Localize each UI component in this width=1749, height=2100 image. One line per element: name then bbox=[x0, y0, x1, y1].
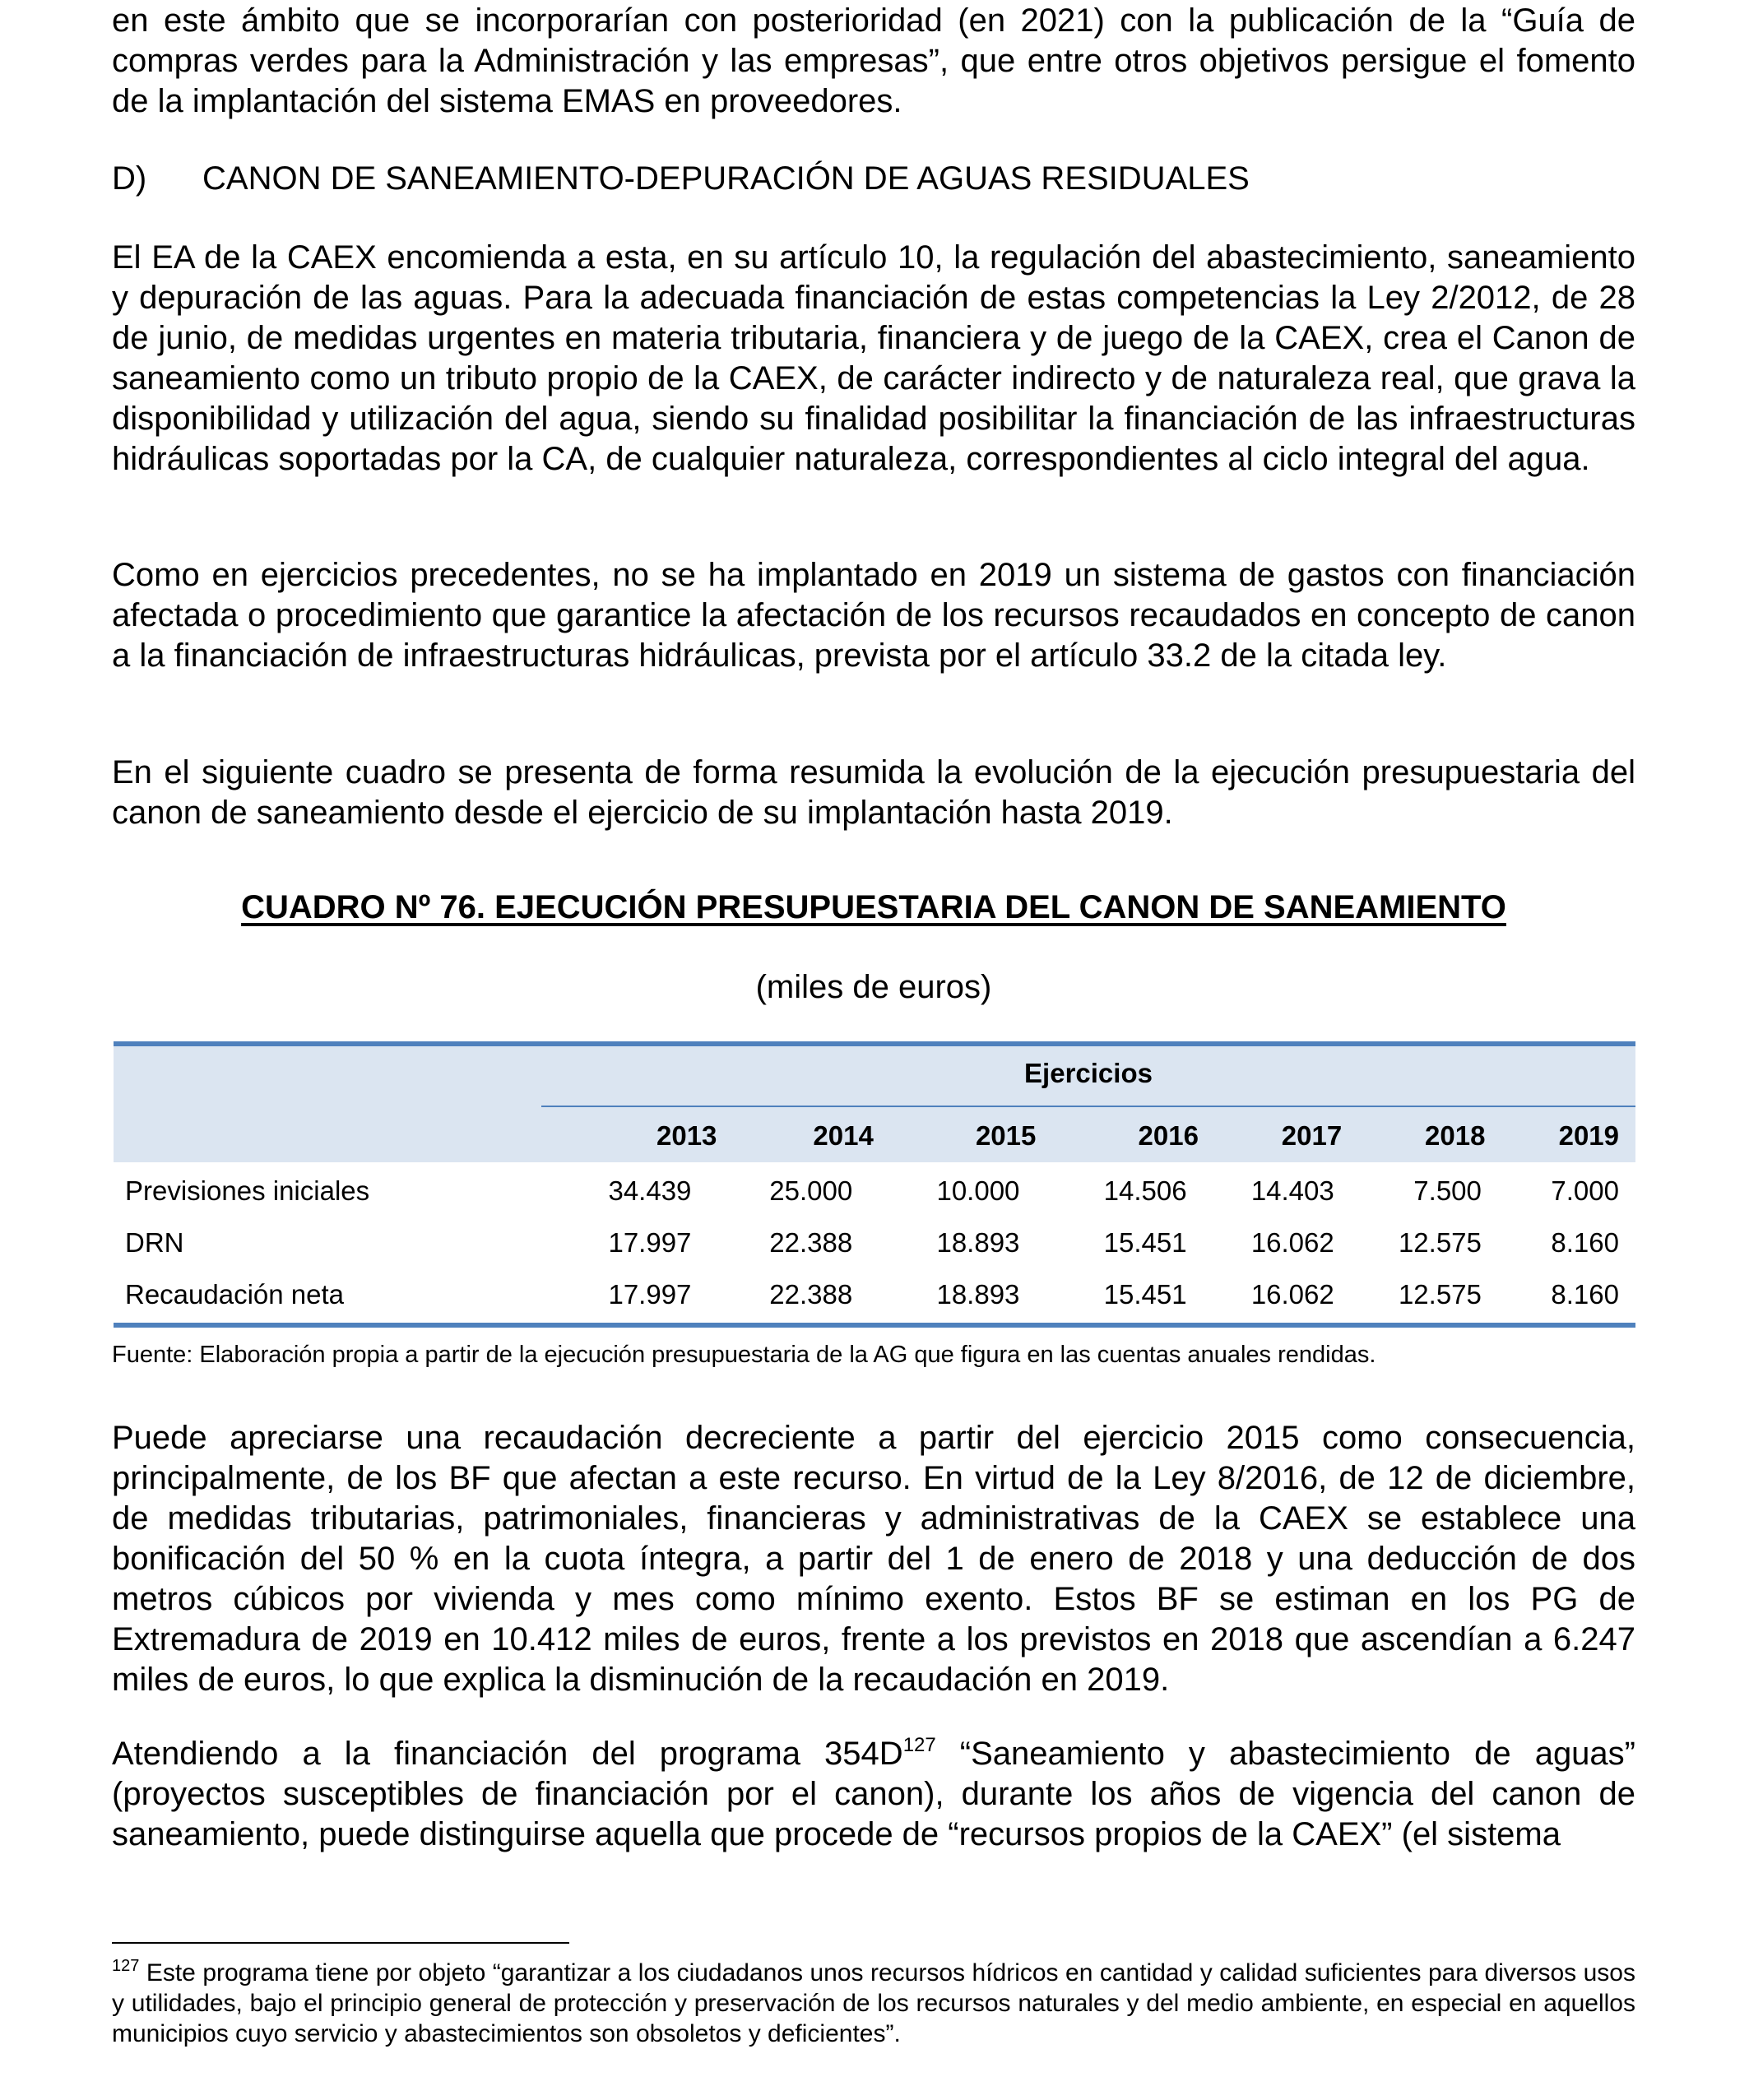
section-heading bbox=[112, 159, 1635, 199]
table-year-headers bbox=[541, 1109, 1635, 1162]
row-label: Recaudación neta bbox=[125, 1278, 345, 1310]
table-cell: 18.893 bbox=[936, 1226, 1020, 1258]
table-header bbox=[114, 1046, 1635, 1162]
paragraph-programa-354d bbox=[112, 1734, 1635, 1855]
year-header: 2013 bbox=[656, 1120, 717, 1151]
year-header: 2018 bbox=[1425, 1120, 1486, 1151]
year-header: 2017 bbox=[1281, 1120, 1343, 1151]
table-cell: 25.000 bbox=[769, 1175, 853, 1206]
paragraph-no-system: Como en ejercicios precedentes, no se ha implantado en 2019 un sistema de gastos con financiación afectada o procedimiento que garantice la afectación de los recursos recaudados en concepto de canon a la financiación de infraestructuras hidráulicas, prevista por el artículo 33.2 de la citada ley. bbox=[112, 557, 1635, 674]
footnote-number: 127 bbox=[112, 1957, 140, 1975]
year-header: 2019 bbox=[1558, 1120, 1620, 1151]
table-cell: 8.160 bbox=[1551, 1278, 1619, 1310]
footnote bbox=[112, 1958, 1635, 2049]
table-cell: 17.997 bbox=[608, 1226, 692, 1258]
table-cell: 17.997 bbox=[608, 1278, 692, 1310]
table-row bbox=[114, 1268, 1635, 1320]
budget-table bbox=[114, 1041, 1635, 1328]
table-cell: 14.506 bbox=[1103, 1175, 1187, 1206]
paragraph-text-end: “Saneamiento y abastecimiento de aguas” (proyectos susceptibles de financiación por el canon), durante los años de vigencia del canon de saneamiento, puede distinguirse aquella que procede de “recursos propios de la CAEX” (el sistema bbox=[112, 1736, 1635, 1852]
table-cell: 15.451 bbox=[1103, 1226, 1187, 1258]
paragraph-table-intro: En el siguiente cuadro se presenta de forma resumida la evolución de la ejecución presupuestaria del canon de saneamiento desde el ejercicio de su implantación hasta 2019. bbox=[112, 754, 1635, 831]
table-cell: 34.439 bbox=[608, 1175, 692, 1206]
table-source-note: Fuente: Elaboración propia a partir de la ejecución presupuestaria de la AG que figura en las cuentas anuales rendidas. bbox=[112, 1342, 1376, 1368]
paragraph-text-start: Atendiendo a la financiación del programa 354D bbox=[112, 1736, 903, 1772]
table-cell: 12.575 bbox=[1398, 1226, 1482, 1258]
table-cell: 16.062 bbox=[1250, 1278, 1334, 1310]
table-cell: 7.000 bbox=[1551, 1175, 1619, 1206]
table-cell: 7.500 bbox=[1413, 1175, 1482, 1206]
table-units: (miles de euros) bbox=[755, 969, 992, 1005]
row-label: DRN bbox=[125, 1226, 184, 1258]
table-cell: 16.062 bbox=[1250, 1226, 1334, 1258]
year-header: 2016 bbox=[1138, 1120, 1199, 1151]
section-title: CANON DE SANEAMIENTO-DEPURACIÓN DE AGUAS RESIDUALES bbox=[202, 160, 1250, 197]
table-bottom-rule bbox=[114, 1323, 1635, 1328]
intro-paragraph: en este ámbito que se incorporarían con posterioridad (en 2021) con la publicación de la “Guía de compras verdes para la Administración y las empresas”, que entre otros objetivos persigue el fomento de la implantación del sistema EMAS en proveedores. bbox=[112, 2, 1635, 119]
table-cell: 8.160 bbox=[1551, 1226, 1619, 1258]
table-group-header: Ejercicios bbox=[1024, 1058, 1153, 1088]
table-title: CUADRO Nº 76. EJECUCIÓN PRESUPUESTARIA DEL CANON DE SANEAMIENTO bbox=[241, 889, 1506, 925]
year-header: 2015 bbox=[975, 1120, 1037, 1151]
paragraph-recaudacion: Puede apreciarse una recaudación decreciente a partir del ejercicio 2015 como consecuencia, principalmente, de los BF que afectan a este recurso. En virtud de la Ley 8/2016, de 12 de diciembre, de medidas tributarias, patrimoniales, financieras y administrativas de la CAEX se establece una bonificación del 50 % en la cuota íntegra, a partir del 1 de enero de 2018 y una deducción de dos metros cúbicos por vivienda y mes como mínimo exento. Estos BF se estiman en los PG de Extremadura de 2019 en 10.412 miles de euros, frente a los previstos en 2018 que ascendían a 6.247 miles de euros, lo que explica la disminución de la recaudación en 2019. bbox=[112, 1420, 1635, 1698]
table-header-separator bbox=[541, 1106, 1635, 1107]
footnote-reference[interactable]: 127 bbox=[902, 1734, 936, 1756]
year-header: 2014 bbox=[813, 1120, 874, 1151]
table-row bbox=[114, 1165, 1635, 1217]
table-body bbox=[114, 1162, 1635, 1323]
table-row bbox=[114, 1217, 1635, 1268]
table-cell: 15.451 bbox=[1103, 1278, 1187, 1310]
paragraph-canon-description: El EA de la CAEX encomienda a esta, en su artículo 10, la regulación del abastecimiento, saneamiento y depuración de las aguas. Para la adecuada financiación de estas competencias la Ley 2/2012, de 28 de junio, de medidas urgentes en materia tributaria, financiera y de juego de la CAEX, crea el Canon de saneamiento como un tributo propio de la CAEX, de carácter indirecto y de naturaleza real, que grava la disponibilidad y utilización del agua, siendo su finalidad posibilitar la financiación de las infraestructuras hidráulicas soportadas por la CA, de cualquier naturaleza, correspondientes al ciclo integral del agua. bbox=[112, 239, 1635, 477]
row-label: Previsiones iniciales bbox=[125, 1175, 370, 1206]
footnote-text: Este programa tiene por objeto “garantizar a los ciudadanos unos recursos hídricos en cantidad y calidad suficientes para diversos usos y utilidades, bajo el principio general de protección y preservación de los recursos naturales y del medio ambiente, en especial en aquellos municipios cuyo servicio y abastecimientos son obsoletos y deficientes”. bbox=[112, 1959, 1635, 2047]
table-cell: 14.403 bbox=[1250, 1175, 1334, 1206]
table-cell: 10.000 bbox=[936, 1175, 1020, 1206]
section-letter: D) bbox=[112, 160, 147, 197]
table-cell: 12.575 bbox=[1398, 1278, 1482, 1310]
table-cell: 22.388 bbox=[769, 1278, 853, 1310]
table-cell: 18.893 bbox=[936, 1278, 1020, 1310]
table-cell: 22.388 bbox=[769, 1226, 853, 1258]
footnote-separator bbox=[112, 1942, 569, 1944]
